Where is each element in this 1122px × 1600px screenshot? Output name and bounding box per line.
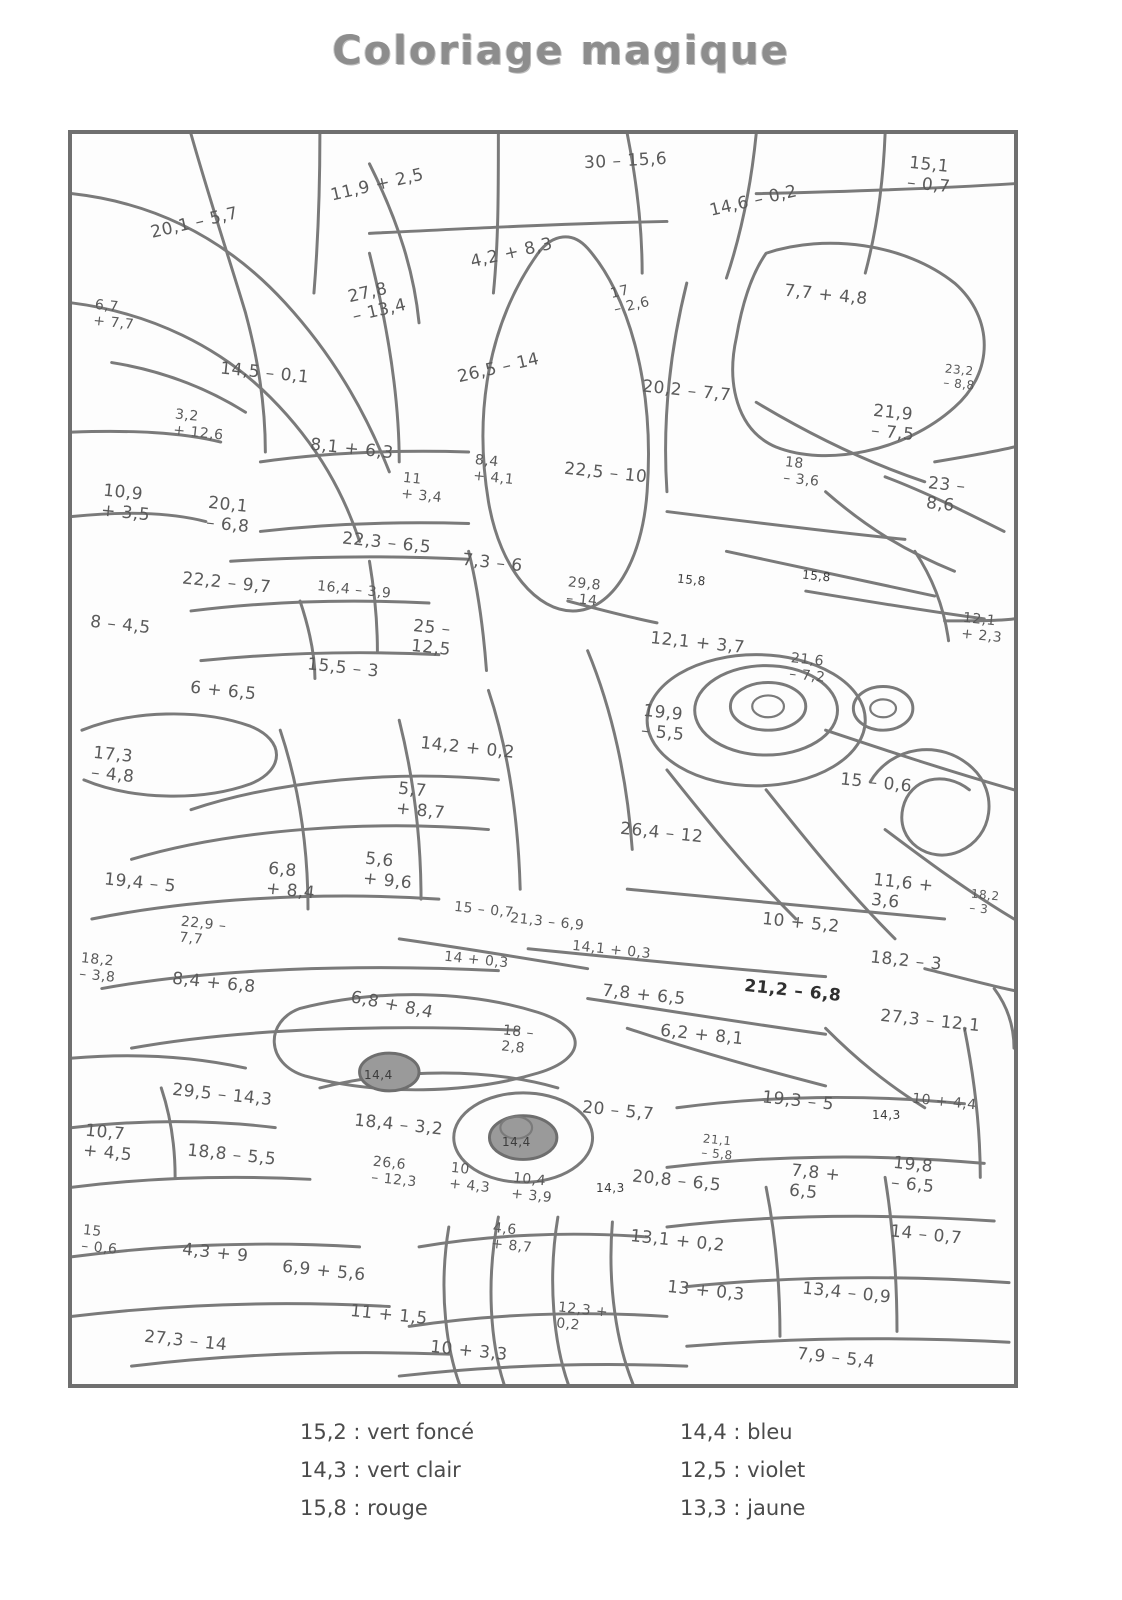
legend-column-right	[680, 1420, 805, 1534]
puzzle-cell: 21,6 – 7,2	[788, 650, 827, 686]
puzzle-cell: 5,7 + 8,7	[395, 778, 447, 824]
legend-item: 15,8 : rouge	[300, 1496, 428, 1520]
puzzle-cell: 16,4 – 3,9	[316, 578, 392, 602]
puzzle-cell: 14,1 + 0,3	[571, 937, 652, 963]
puzzle-cell: 20,2 – 7,7	[641, 376, 733, 406]
puzzle-cell: 19,8 – 6,5	[890, 1152, 936, 1197]
puzzle-cell: 10,4 + 3,9	[510, 1169, 553, 1207]
puzzle-cell: 11 + 3,4	[400, 469, 443, 507]
puzzle-cell: 12,1 + 2,3	[960, 609, 1003, 647]
puzzle-cell: 14 – 0,7	[889, 1221, 963, 1249]
puzzle-cell: 15,8	[801, 567, 832, 585]
puzzle-cell: 18 – 2,8	[500, 1022, 535, 1057]
puzzle-cell: 4,3 + 9	[181, 1239, 250, 1267]
legend-column-left	[300, 1420, 474, 1534]
puzzle-cell: 4,2 + 8,3	[468, 233, 555, 273]
puzzle-cell: 21,1 – 5,8	[700, 1131, 734, 1163]
legend-item: 14,3 : vert clair	[300, 1458, 461, 1482]
legend-item: 12,5 : violet	[680, 1458, 806, 1482]
puzzle-cell: 6,8 + 8,4	[265, 858, 317, 904]
puzzle-cell: 8,1 + 6,3	[309, 434, 395, 464]
puzzle-cell: 19,3 – 5	[761, 1087, 835, 1115]
puzzle-cell: 27,8 – 13,4	[346, 278, 409, 327]
puzzle-cell: 14 + 0,3	[443, 948, 510, 972]
puzzle-cell: 10 + 3,3	[429, 1336, 509, 1366]
puzzle-cell: 18,8 – 5,5	[186, 1140, 278, 1170]
puzzle-cell: 14,6 – 0,2	[707, 181, 800, 221]
puzzle-cell: 15 – 0,7	[453, 898, 515, 922]
puzzle-cell: 21,3 – 6,9	[509, 910, 585, 934]
legend-item: 14,4 : bleu	[680, 1420, 793, 1444]
puzzle-cell: 23,2 – 8,8	[942, 361, 976, 393]
page-title: Coloriage magique	[332, 28, 790, 74]
puzzle-cell: 15,8	[676, 571, 707, 589]
puzzle-cell: 12,3 + 0,2	[555, 1299, 609, 1334]
puzzle-cell: 10,9 + 3,5	[100, 480, 152, 526]
puzzle-cell: 14,5 – 0,1	[219, 358, 311, 388]
legend-item: 13,3 : jaune	[680, 1496, 806, 1520]
puzzle-cell: 26,4 – 12	[619, 818, 705, 848]
puzzle-cell: 5,6 + 9,6	[362, 848, 414, 894]
puzzle-cell: 14,4	[364, 1068, 393, 1082]
puzzle-cell: 8 – 4,5	[89, 611, 152, 639]
puzzle-cell: 23 – 8,6	[925, 473, 967, 516]
puzzle-cell: 14,2 + 0,2	[419, 733, 516, 763]
legend-item: 15,2 : vert foncé	[300, 1420, 475, 1444]
puzzle-cell: 20 – 5,7	[581, 1097, 655, 1125]
puzzle-cell: 27,3 – 14	[143, 1326, 229, 1356]
puzzle-cell: 26,5 – 14	[455, 348, 542, 388]
puzzle-cell: 6,7 + 7,7	[92, 296, 135, 334]
puzzle-cell: 26,6 – 12,3	[370, 1153, 418, 1191]
puzzle-cell: 10,7 + 4,5	[82, 1120, 134, 1166]
puzzle-cell: 15,1 – 0,7	[906, 152, 952, 197]
puzzle-cell: 7,8 + 6,5	[601, 980, 687, 1010]
puzzle-cell: 15 – 0,6	[839, 769, 913, 797]
puzzle-cell: 20,1 – 6,8	[205, 492, 251, 537]
puzzle-cell: 15,5 – 3	[306, 654, 380, 682]
puzzle-cell: 18,2 – 3,8	[78, 950, 117, 986]
puzzle-cell: 7,3 – 6	[461, 549, 524, 577]
puzzle-cell: 20,8 – 6,5	[631, 1166, 723, 1196]
puzzle-cell: 6 + 6,5	[189, 677, 258, 705]
puzzle-cell: 4,6 + 8,7	[490, 1219, 533, 1257]
coloring-worksheet	[68, 130, 1018, 1388]
puzzle-cell: 8,4 + 4,1	[472, 451, 515, 489]
puzzle-cell: 11,9 + 2,5	[328, 164, 426, 206]
puzzle-cell: 10 + 4,3	[448, 1159, 491, 1197]
puzzle-cell: 10 + 4,4	[911, 1090, 978, 1114]
puzzle-cell: 27,3 – 12,1	[879, 1005, 982, 1037]
puzzle-cell: 18,2 – 3	[968, 886, 1001, 917]
puzzle-cell: 22,9 – 7,7	[178, 913, 228, 949]
puzzle-cell: 13 + 0,3	[666, 1276, 746, 1306]
puzzle-cell: 18,4 – 3,2	[353, 1110, 445, 1140]
puzzle-cell: 11,6 + 3,6	[870, 869, 935, 913]
puzzle-cell: 6,8 + 8,4	[349, 987, 435, 1023]
puzzle-cell: 14,4	[502, 1135, 531, 1149]
puzzle-cell: 17 – 2,6	[608, 282, 652, 318]
puzzle-cell: 6,2 + 8,1	[659, 1020, 745, 1050]
puzzle-cell: 25 – 12,5	[410, 616, 452, 660]
puzzle-cell: 22,5 – 10	[563, 458, 649, 488]
puzzle-cell: 21,9 – 7,5	[870, 400, 916, 445]
puzzle-cell: 14,3	[596, 1181, 625, 1195]
puzzle-cell: 30 – 15,6	[583, 148, 668, 174]
puzzle-cell: 18,2 – 3	[869, 947, 943, 975]
puzzle-cell: 13,4 – 0,9	[801, 1278, 893, 1308]
puzzle-cell: 15 – 0,6	[80, 1222, 119, 1258]
puzzle-cell: 18 – 3,6	[782, 454, 821, 490]
puzzle-cell: 22,2 – 9,7	[181, 568, 273, 598]
puzzle-cell: 22,3 – 6,5	[341, 528, 433, 558]
puzzle-cell: 19,4 – 5	[103, 869, 177, 897]
puzzle-cell: 6,9 + 5,6	[281, 1256, 367, 1286]
puzzle-cell: 13,1 + 0,2	[629, 1226, 726, 1256]
puzzle-cell: 7,9 – 5,4	[796, 1343, 876, 1373]
puzzle-cell: 21,2 – 6,8	[743, 975, 843, 1007]
puzzle-cell: 19,9 – 5,5	[640, 700, 686, 745]
puzzle-cell: 10 + 5,2	[761, 908, 841, 938]
puzzle-cell: 3,2 + 12,6	[172, 406, 225, 444]
puzzle-cell: 20,1 – 5,7	[148, 203, 241, 243]
puzzle-cell: 8,4 + 6,8	[171, 968, 257, 998]
puzzle-cell: 7,8 + 6,5	[788, 1160, 842, 1203]
puzzle-cell: 11 + 1,5	[349, 1300, 429, 1330]
puzzle-cell: 29,5 – 14,3	[171, 1079, 274, 1111]
puzzle-cell: 29,8 – 14	[565, 574, 602, 610]
puzzle-cell: 14,3	[872, 1108, 901, 1122]
puzzle-cell: 17,3 – 4,8	[90, 742, 136, 787]
puzzle-cell: 12,1 + 3,7	[649, 628, 746, 658]
puzzle-cell: 7,7 + 4,8	[783, 280, 869, 310]
